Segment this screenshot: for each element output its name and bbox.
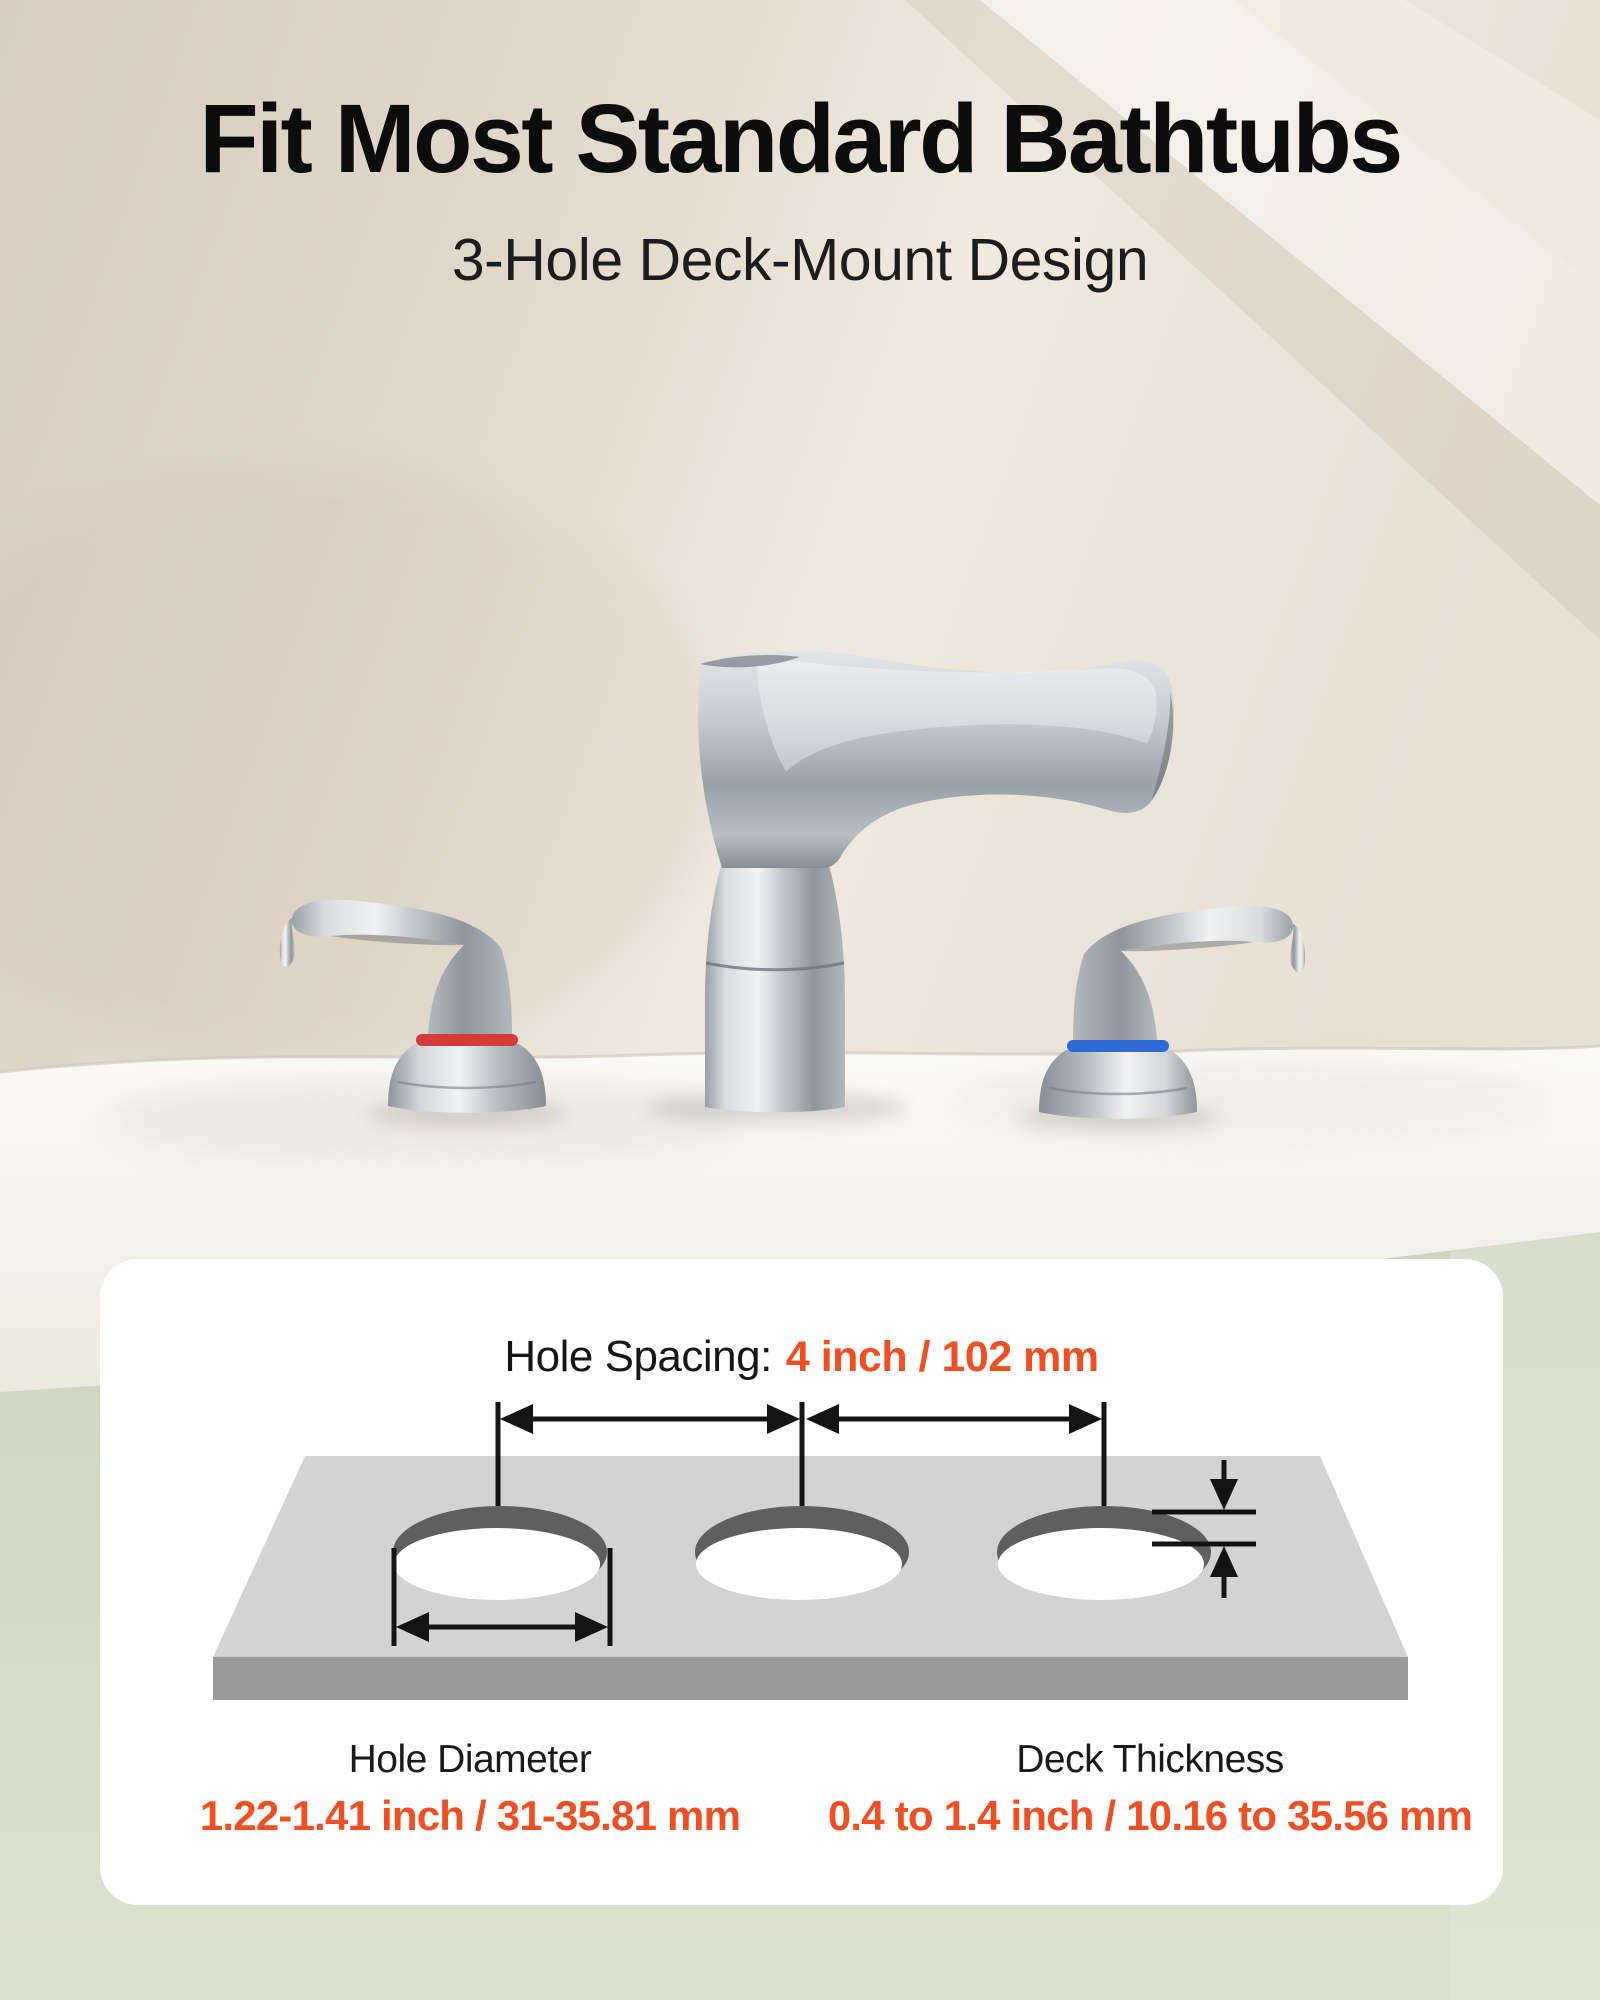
- hole-spacing-row: [100, 1332, 1503, 1392]
- page-subtitle: 3-Hole Deck-Mount Design: [451, 227, 1149, 293]
- page-title: Fit Most Standard Bathtubs: [199, 84, 1401, 193]
- deck-thickness-value: 0.4 to 1.4 inch / 10.16 to 35.56 mm: [827, 1792, 1473, 1839]
- mounting-hole-left: [393, 1506, 607, 1600]
- hole-diameter-value: 1.22-1.41 inch / 31-35.81 mm: [199, 1792, 741, 1839]
- mounting-hole-right: [997, 1506, 1211, 1600]
- hole-opening: [696, 1528, 902, 1600]
- hole-opening: [998, 1528, 1204, 1600]
- mounting-hole-center: [695, 1506, 909, 1600]
- hole-opening: [394, 1528, 600, 1600]
- hole-diameter-label: Hole Diameter: [348, 1738, 592, 1781]
- hole-spacing-label: Hole Spacing:: [504, 1332, 772, 1381]
- deck-slab-front: [213, 1657, 1408, 1700]
- deck-thickness-label: Deck Thickness: [1016, 1738, 1284, 1781]
- hole-spacing-value: 4 inch / 102 mm: [785, 1333, 1099, 1381]
